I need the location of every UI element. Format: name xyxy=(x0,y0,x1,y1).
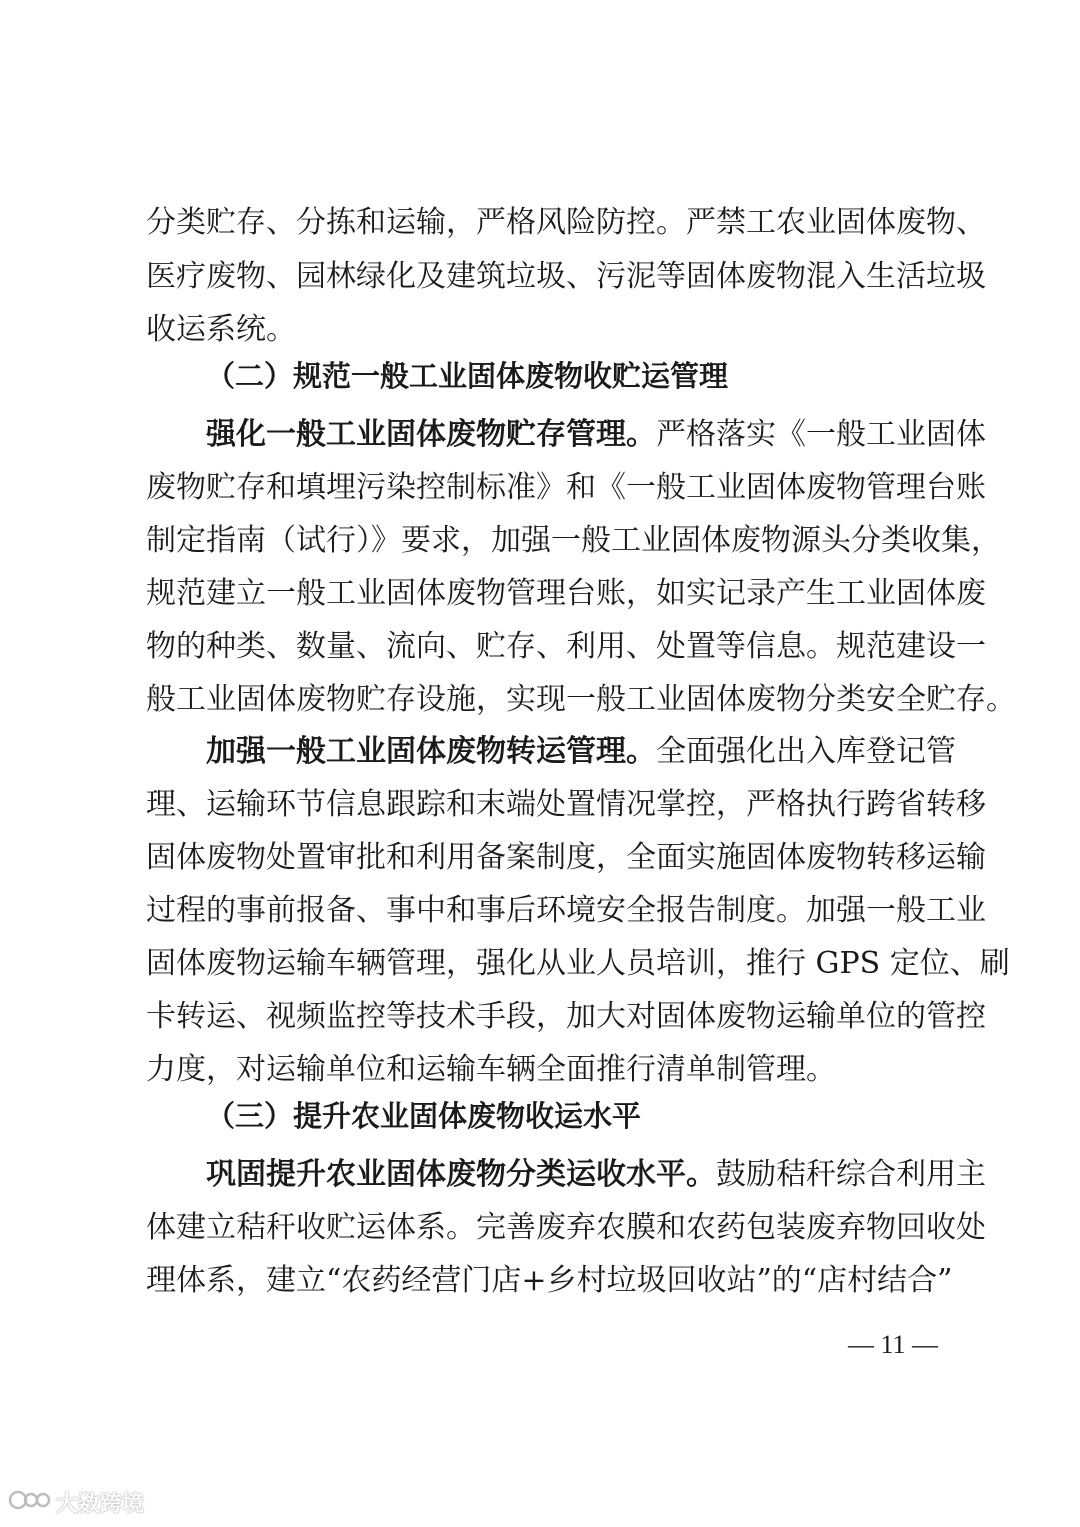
body-line: 力度，对运输单位和运输车辆全面推行清单制管理。 xyxy=(146,1052,836,1087)
body-line: 固体废物处置审批和利用备案制度，全面实施固体废物转移运输 xyxy=(146,840,986,875)
paragraph-first-line xyxy=(206,1148,986,1202)
body-line: 体建立秸秆收贮运体系。完善废弃农膜和农药包装废弃物回收处 xyxy=(146,1210,986,1245)
body-line: 分类贮存、分拣和运输，严格风险防控。严禁工农业固体废物、 xyxy=(146,205,986,240)
section-heading: （二）规范一般工业固体废物收贮运管理 xyxy=(206,359,729,393)
watermark-text: 大数跨境 xyxy=(56,1491,145,1517)
section-heading: （三）提升农业固体废物收运水平 xyxy=(206,1099,642,1133)
body-line: 固体废物运输车辆管理，强化从业人员培训，推行 GPS 定位、刷 xyxy=(146,946,1010,981)
body-line: 过程的事前报备、事中和事后环境安全报告制度。加强一般工业 xyxy=(146,893,986,928)
body-line: 医疗废物、园林绿化及建筑垃圾、污泥等固体废物混入生活垃圾 xyxy=(146,259,986,294)
paragraph-first-line xyxy=(206,408,986,462)
body-line: 般工业固体废物贮存设施，实现一般工业固体废物分类安全贮存。 xyxy=(146,682,1016,717)
paragraph-lead: 强化一般工业固体废物贮存管理。 xyxy=(206,417,656,452)
body-line: 理体系，建立“农药经营门店+乡村垃圾回收站”的“店村结合” xyxy=(146,1263,953,1298)
paragraph-text: 鼓励秸秆综合利用主 xyxy=(716,1157,986,1192)
body-line: 制定指南（试行）》要求，加强一般工业固体废物源头分类收集， xyxy=(146,523,1001,558)
body-line: 物的种类、数量、流向、贮存、利用、处置等信息。规范建设一 xyxy=(146,629,986,664)
body-line: 卡转运、视频监控等技术手段，加大对固体废物运输单位的管控 xyxy=(146,999,986,1034)
paragraph-lead: 加强一般工业固体废物转运管理。 xyxy=(206,734,656,769)
body-line: 规范建立一般工业固体废物管理台账，如实记录产生工业固体废 xyxy=(146,576,986,611)
body-line: 收运系统。 xyxy=(146,312,296,347)
paragraph-lead: 巩固提升农业固体废物分类运收水平。 xyxy=(206,1157,716,1192)
paragraph-first-line xyxy=(206,725,956,779)
page-number: — 11 — xyxy=(847,1330,939,1359)
paragraph-text: 全面强化出入库登记管 xyxy=(656,734,956,769)
watermark xyxy=(8,1482,144,1522)
body-line: 废物贮存和填埋污染控制标准》和《一般工业固体废物管理台账 xyxy=(146,470,986,505)
body-line: 理、运输环节信息跟踪和末端处置情况掌控，严格执行跨省转移 xyxy=(146,787,986,822)
watermark-logo-icon xyxy=(8,1485,52,1520)
paragraph-text: 严格落实《一般工业固体 xyxy=(656,417,986,452)
